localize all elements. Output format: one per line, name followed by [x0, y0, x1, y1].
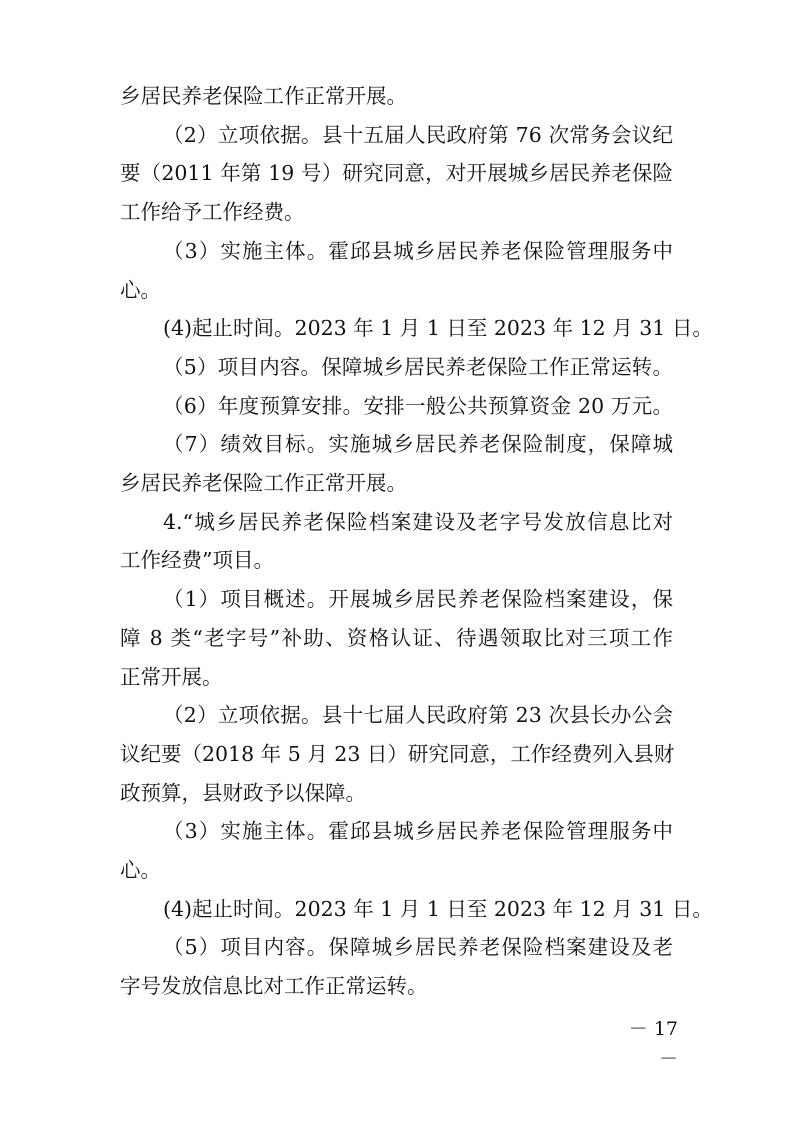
text-line-content: 4.“城乡居民养老保险档案建设及老字号发放信息比对	[163, 509, 673, 534]
text-line-content: （2）立项依据。县十七届人民政府第 23 次县长办公会	[163, 703, 673, 728]
text-line-content: （7）绩效目标。实施城乡居民养老保险制度，保障城	[163, 432, 673, 457]
text-line-content: 乡居民养老保险工作正常开展。	[120, 84, 407, 108]
text-line-content: （3）实施主体。霍邱县城乡居民养老保险管理服务中	[163, 819, 673, 844]
text-line-content: 工作经费”项目。	[120, 548, 274, 573]
text-line-content: （6）年度预算安排。安排一般公共预算资金 20 万元。	[163, 393, 673, 418]
text-line-content: 正常开展。	[120, 664, 223, 689]
text-line-content: (4)起止时间。2023 年 1 月 1 日至 2023 年 12 月 31 日。	[163, 316, 713, 341]
text-line-content: (4)起止时间。2023 年 1 月 1 日至 2023 年 12 月 31 日。	[163, 896, 713, 921]
text-line-content: 障 8 类“老字号”补助、资格认证、待遇领取比对三项工作	[120, 625, 673, 650]
text-line-content: 心。	[120, 858, 161, 882]
text-line-content: 心。	[120, 277, 161, 302]
text-line-content: 乡居民养老保险工作正常开展。	[120, 471, 407, 495]
page-number: － 17 －	[628, 1018, 678, 1070]
text-line-content: 要（2011 年第 19 号）研究同意，对开展城乡居民养老保险	[120, 161, 673, 186]
text-line	[0, 963, 793, 1009]
text-line-content: （2）立项依据。县十五届人民政府第 76 次常务会议纪	[163, 122, 673, 147]
text-line-content: 议纪要（2018 年 5 月 23 日）研究同意，工作经费列入县财	[120, 741, 675, 766]
text-line-content: 字号发放信息比对工作正常运转。	[120, 974, 428, 999]
text-line-content: 政预算，县财政予以保障。	[120, 780, 366, 805]
text-line-content: （5）项目内容。保障城乡居民养老保险档案建设及老	[163, 935, 673, 960]
text-line-content: 工作给予工作经费。	[120, 200, 305, 225]
text-line-content: （3）实施主体。霍邱县城乡居民养老保险管理服务中	[163, 238, 673, 263]
text-line-content: （5）项目内容。保障城乡居民养老保险工作正常运转。	[163, 354, 673, 379]
text-line-content: （1）项目概述。开展城乡居民养老保险档案建设，保	[163, 587, 673, 612]
